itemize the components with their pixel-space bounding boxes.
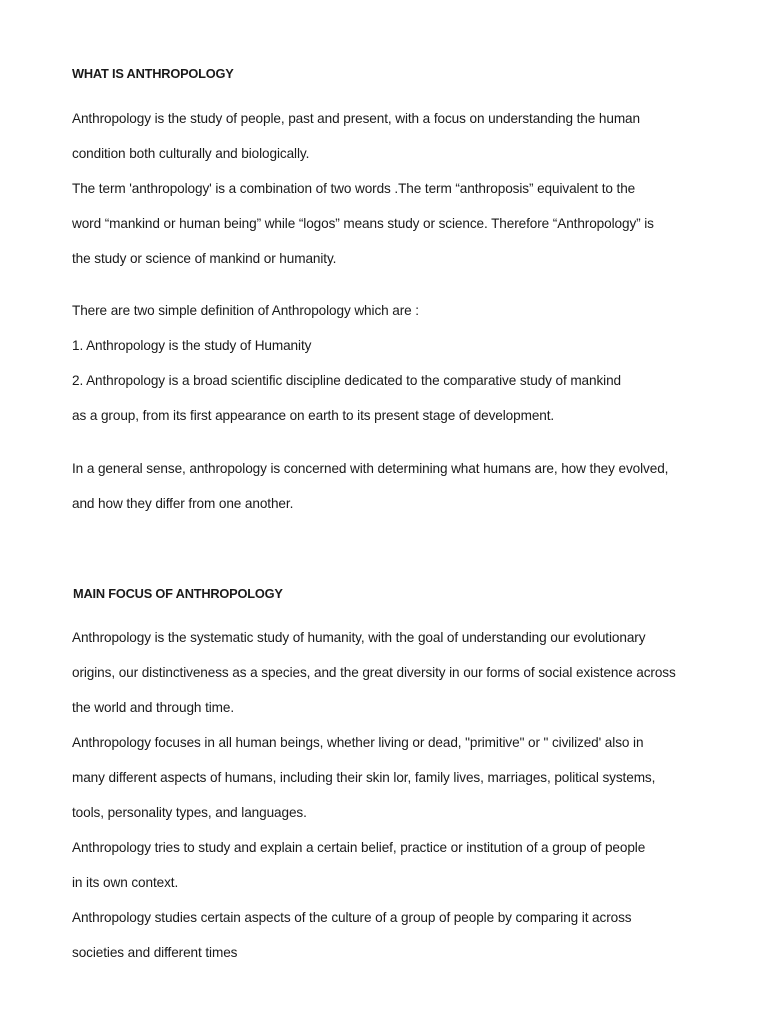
paragraph-line: There are two simple definition of Anthropology which are : [72,303,419,318]
paragraph-line: and how they differ from one another. [72,496,294,511]
section-heading-main-focus: MAIN FOCUS OF ANTHROPOLOGY [73,586,283,601]
paragraph-line: condition both culturally and biologically. [72,146,310,161]
paragraph-line: In a general sense, anthropology is concerned with determining what humans are, how they evolved, [72,461,669,476]
paragraph-line: Anthropology tries to study and explain a certain belief, practice or institution of a group of people [72,840,646,855]
paragraph-line: tools, personality types, and languages. [72,805,307,820]
paragraph-line: Anthropology is the study of people, past and present, with a focus on understanding the human [72,111,640,126]
paragraph-line: origins, our distinctiveness as a species, and the great diversity in our forms of social existence across [72,665,676,680]
paragraph-line: word “mankind or human being” while “logos” means study or science. Therefore “Anthropology” is [72,216,654,231]
paragraph-line: the world and through time. [72,700,235,715]
list-item: 2. Anthropology is a broad scientific discipline dedicated to the comparative study of mankind [72,373,622,388]
paragraph-line: Anthropology is the systematic study of humanity, with the goal of understanding our evolutionary [72,630,646,645]
paragraph-line: The term 'anthropology' is a combination of two words .The term “anthroposis” equivalent to the [72,181,636,196]
paragraph-line: the study or science of mankind or humanity. [72,251,337,266]
paragraph-line: Anthropology focuses in all human beings, whether living or dead, "primitive" or " civilized' also in [72,735,644,750]
list-item-continuation: as a group, from its first appearance on earth to its present stage of development. [72,408,555,423]
paragraph-line: societies and different times [72,945,238,960]
section-heading-what-is-anthropology: WHAT IS ANTHROPOLOGY [72,66,234,81]
paragraph-line: Anthropology studies certain aspects of the culture of a group of people by comparing it across [72,910,632,925]
paragraph-line: many different aspects of humans, including their skin lor, family lives, marriages, political systems, [72,770,656,785]
paragraph-line: in its own context. [72,875,179,890]
list-item: 1. Anthropology is the study of Humanity [72,338,312,353]
